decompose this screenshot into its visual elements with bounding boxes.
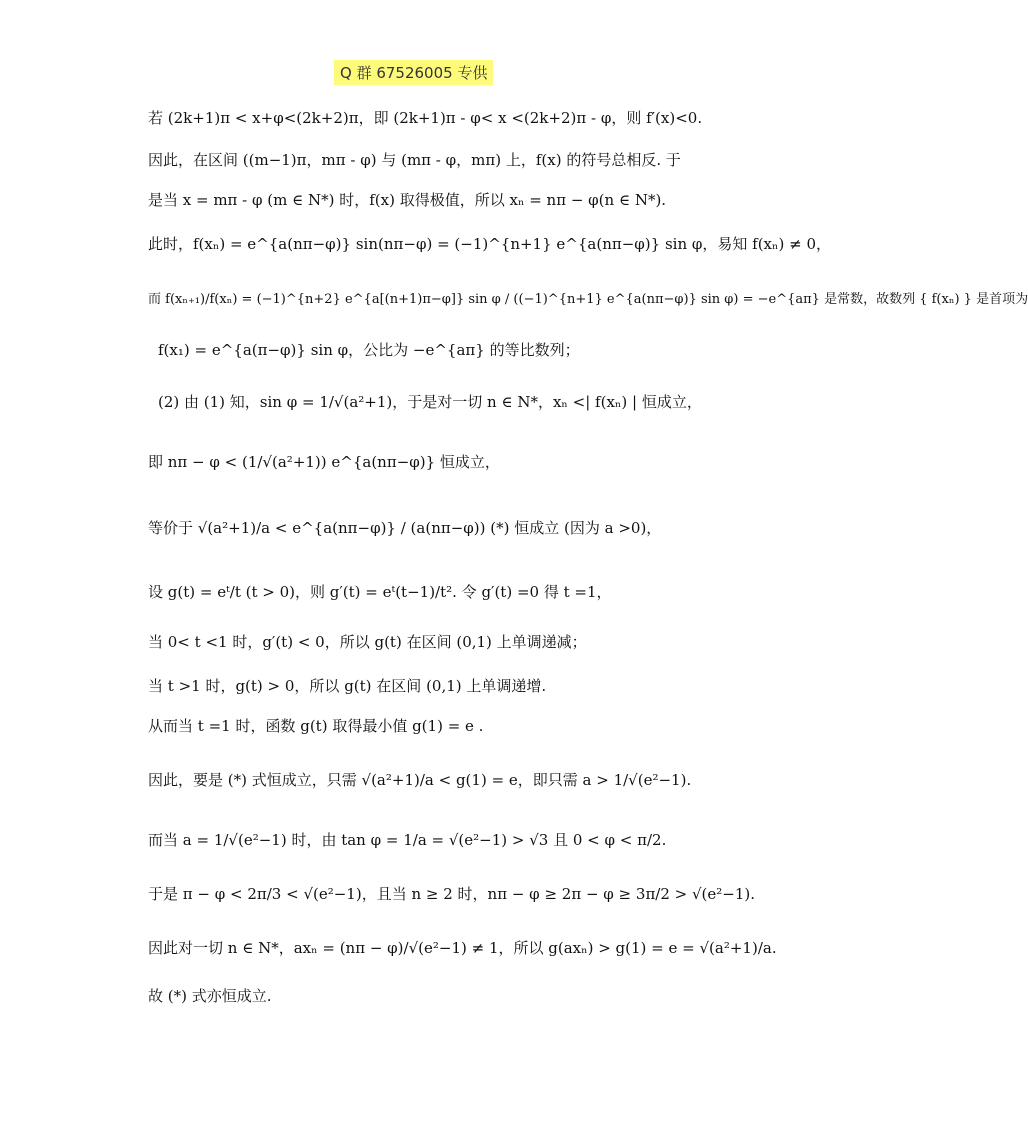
text-line-9: 等价于 √(a²+1)/a < e^{a(nπ−φ)} / (a(nπ−φ)) (*) 恒成立 (因为 a >0)， bbox=[148, 519, 662, 537]
watermark-banner: Q 群 67526005 专供 bbox=[334, 60, 493, 85]
text-line-16: 于是 π − φ < 2π/3 < √(e²−1)，且当 n ≥ 2 时，nπ − φ ≥ 2π − φ ≥ 3π/2 > √(e²−1). bbox=[148, 885, 756, 903]
text-line-3: 是当 x = mπ - φ (m ∈ N*) 时，f(x) 取得极值，所以 xₙ = nπ − φ(n ∈ N*). bbox=[148, 191, 667, 209]
text-line-5: 而 f(xₙ₊₁)/f(xₙ) = (−1)^{n+2} e^{a[(n+1)π−φ]} sin φ / ((−1)^{n+1} e^{a(nπ−φ)} sin φ) = −e^{aπ} 是常数，故数列 { f(xₙ) } 是首项为 bbox=[148, 292, 1028, 307]
text-line-6: f(x₁) = e^{a(π−φ)} sin φ，公比为 −e^{aπ} 的等比数列； bbox=[158, 341, 580, 359]
text-line-4: 此时，f(xₙ) = e^{a(nπ−φ)} sin(nπ−φ) = (−1)^{n+1} e^{a(nπ−φ)} sin φ，易知 f(xₙ) ≠ 0， bbox=[148, 235, 831, 253]
text-line-11: 当 0< t <1 时，g′(t) < 0，所以 g(t) 在区间 (0,1) 上单调递减； bbox=[148, 633, 587, 651]
text-line-18: 故 (*) 式亦恒成立. bbox=[148, 987, 272, 1005]
text-line-14: 因此，要是 (*) 式恒成立，只需 √(a²+1)/a < g(1) = e，即只需 a > 1/√(e²−1). bbox=[148, 771, 692, 789]
text-line-2: 因此，在区间 ((m−1)π，mπ - φ) 与 (mπ - φ，mπ) 上，f(x) 的符号总相反. 于 bbox=[148, 151, 681, 169]
text-line-15: 而当 a = 1/√(e²−1) 时，由 tan φ = 1/a = √(e²−1) > √3 且 0 < φ < π/2. bbox=[148, 831, 667, 849]
text-line-7: (2) 由 (1) 知，sin φ = 1/√(a²+1)，于是对一切 n ∈ N*，xₙ <| f(xₙ) | 恒成立， bbox=[158, 393, 702, 411]
text-line-12: 当 t >1 时，g(t) > 0，所以 g(t) 在区间 (0,1) 上单调递增. bbox=[148, 677, 547, 695]
text-line-8: 即 nπ − φ < (1/√(a²+1)) e^{a(nπ−φ)} 恒成立， bbox=[148, 453, 500, 471]
text-line-13: 从而当 t =1 时，函数 g(t) 取得最小值 g(1) = e . bbox=[148, 717, 484, 735]
text-line-17: 因此对一切 n ∈ N*，axₙ = (nπ − φ)/√(e²−1) ≠ 1，所以 g(axₙ) > g(1) = e = √(a²+1)/a. bbox=[148, 939, 777, 957]
text-line-10: 设 g(t) = eᵗ/t (t > 0)，则 g′(t) = eᵗ(t−1)/t². 令 g′(t) =0 得 t =1， bbox=[148, 583, 612, 601]
text-line-1: 若 (2k+1)π < x+φ<(2k+2)π，即 (2k+1)π - φ< x <(2k+2)π - φ，则 f′(x)<0. bbox=[148, 109, 703, 127]
